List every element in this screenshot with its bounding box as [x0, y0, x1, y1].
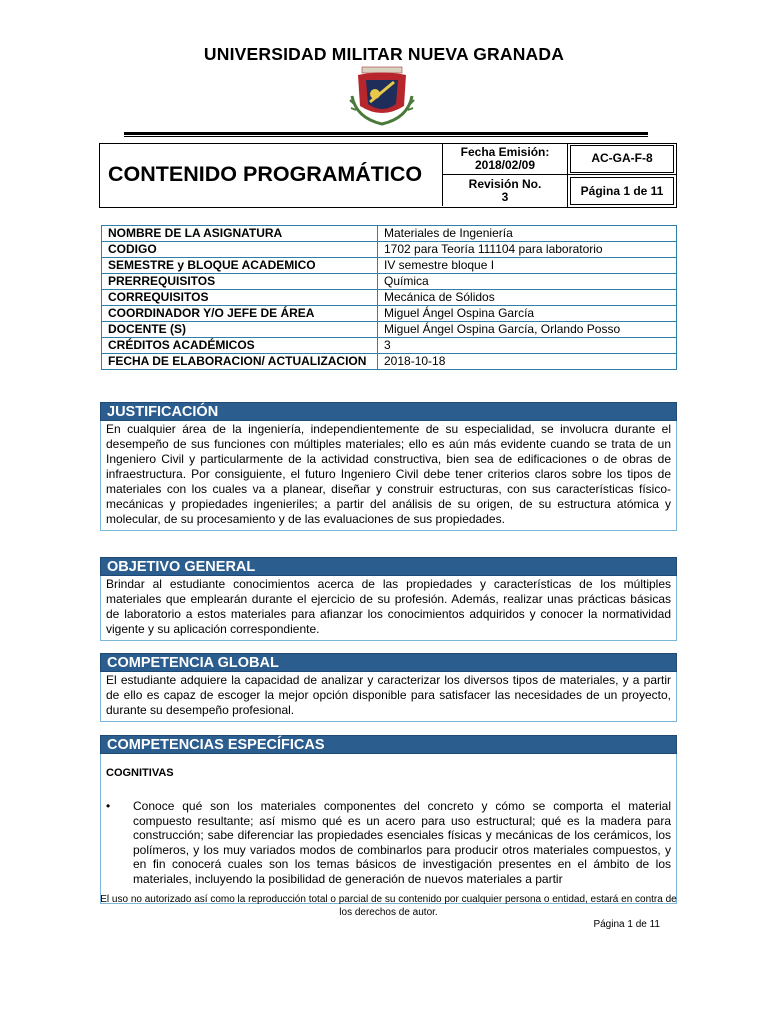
document-code: AC-GA-F-8: [568, 143, 676, 175]
info-label: NOMBRE DE LA ASIGNATURA: [102, 226, 378, 242]
table-row: [102, 306, 677, 322]
table-row: [102, 274, 677, 290]
course-info-table: [101, 225, 677, 370]
info-value: Química: [378, 274, 677, 290]
section-heading: COMPETENCIAS ESPECÍFICAS: [100, 735, 677, 754]
revision-value: 3: [501, 190, 509, 204]
info-label: DOCENTE (S): [102, 322, 378, 338]
justificacion-section: [100, 402, 677, 531]
info-value: Miguel Ángel Ospina García, Orlando Posso: [378, 322, 677, 338]
table-row: [102, 338, 677, 354]
info-label: SEMESTRE y BLOQUE ACADEMICO: [102, 258, 378, 274]
university-title: UNIVERSIDAD MILITAR NUEVA GRANADA: [203, 44, 565, 64]
table-row: [102, 354, 677, 370]
section-body: [100, 754, 677, 904]
section-body: El estudiante adquiere la capacidad de analizar y caracterizar los diversos tipos de materiales, y a partir de ello es capaz de escoger la mejor opción disponible para satisfacer las necesidades de un proyecto, durante su desempeño profesional.: [100, 672, 677, 722]
info-value: Mecánica de Sólidos: [378, 290, 677, 306]
competencia-global-section: [100, 653, 677, 722]
footer-page-number: Página 1 de 11: [593, 919, 660, 930]
copyright-note: El uso no autorizado así como la reproducción total o parcial de su contenido por cualquier persona o entidad, estará en contra de los derechos de autor.: [100, 894, 677, 918]
list-item: [106, 799, 671, 886]
table-row: [102, 322, 677, 338]
competencias-especificas-section: [100, 735, 677, 904]
info-value: Miguel Ángel Ospina García: [378, 306, 677, 322]
info-label: CODIGO: [102, 242, 378, 258]
info-label: CRÉDITOS ACADÉMICOS: [102, 338, 378, 354]
subsection-label: COGNITIVAS: [106, 767, 174, 779]
info-value: 1702 para Teoría 111104 para laboratorio: [378, 242, 677, 258]
info-label: COORDINADOR Y/O JEFE DE ÁREA: [102, 306, 378, 322]
header-rule: [124, 132, 648, 135]
info-value: Materiales de Ingeniería: [378, 226, 677, 242]
university-crest-logo: [348, 66, 416, 130]
revision-cell: [443, 175, 568, 207]
table-row: [102, 226, 677, 242]
section-heading: OBJETIVO GENERAL: [100, 557, 677, 576]
table-row: [102, 258, 677, 274]
fecha-emision-label: Fecha Emisión:: [460, 144, 550, 159]
page-number: Página 1 de 11: [580, 183, 664, 198]
table-row: [102, 242, 677, 258]
bullet-icon: •: [106, 799, 111, 813]
header-rule-thin: [124, 136, 648, 137]
info-label: FECHA DE ELABORACION/ ACTUALIZACION: [102, 354, 378, 370]
info-value: 3: [378, 338, 677, 354]
info-value: IV semestre bloque I: [378, 258, 677, 274]
table-row: [102, 290, 677, 306]
section-body: Brindar al estudiante conocimientos acerca de las propiedades y características de los múltiples materiales que emplearán durante el ejercicio de su profesión. Además, realizar unas prácticas básicas de laboratorio a estos materiales para afianzar los conocimientos adquiridos y conocer la normatividad vigente y su aplicación correspondiente.: [100, 576, 677, 641]
document-title: CONTENIDO PROGRAMÁTICO: [100, 143, 443, 206]
info-label: CORREQUISITOS: [102, 290, 378, 306]
info-value: 2018-10-18: [378, 354, 677, 370]
revision-label: Revisión No.: [468, 177, 542, 191]
list-item-text: Conoce qué son los materiales componentes del concreto y cómo se comporta el material compuesto resultante; así mismo qué es un acero para uso estructural; qué es la madera para construcción; sabe diferenciar las propiedades esenciales físicas y mecánicas de los cerámicos, los polímeros, y los muy variados modos de combinarlos para producir otros materiales compuestos, y en fin conocerá cuales son los temas básicos de investigación presentes en el ámbito de los materiales, incluyendo la posibilidad de generación de nuevos materiales a partir: [133, 799, 671, 886]
info-label: PRERREQUISITOS: [102, 274, 378, 290]
section-heading: JUSTIFICACIÓN: [100, 402, 677, 421]
section-heading: COMPETENCIA GLOBAL: [100, 653, 677, 672]
fecha-emision-cell: [443, 143, 568, 175]
section-body: En cualquier área de la ingeniería, independientemente de su especialidad, se involucra durante el desempeño de sus funciones con múltiples materiales; ello es aún más evidente cuando se trata de un Ingeniero Civil y particularmente de la actividad constructiva, bien sea de edificaciones o de obras de infraestructura. Por consiguiente, el futuro Ingeniero Civil debe tener criterios claros sobre los tipos de materiales con los cuales va a planear, diseñar y construir estructuras, con sus características físico-mecánicas y propiedades ingenieriles; a partir del análisis de su origen, de su estructura atómica y molecular, de su procesamiento y de las evaluaciones de sus propiedades.: [100, 421, 677, 531]
fecha-emision-value: 2018/02/09: [474, 157, 536, 172]
objetivo-general-section: [100, 557, 677, 641]
